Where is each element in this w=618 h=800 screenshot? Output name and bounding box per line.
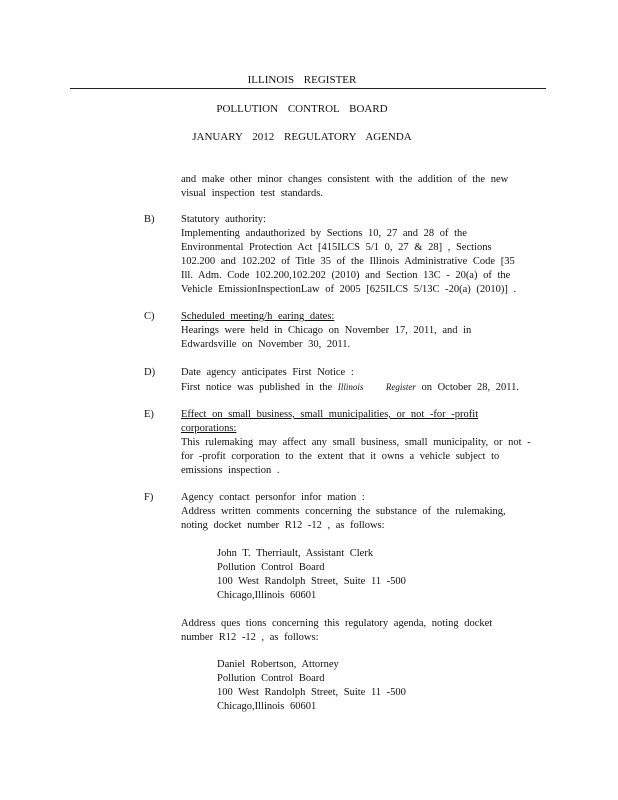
text-line: visual inspection test standards. <box>181 188 323 199</box>
header-rule <box>70 88 546 89</box>
section-d <box>181 366 551 395</box>
address-line: Pollution Control Board <box>217 673 325 684</box>
address-line: Chicago,Illinois 60601 <box>217 590 317 601</box>
text-line: emissions inspection . <box>181 465 280 476</box>
address-line: 100 West Randolph Street, Suite 11 -500 <box>217 576 406 587</box>
section-f <box>181 491 551 533</box>
address-line: Chicago,Illinois 60601 <box>217 701 317 712</box>
section-letter-c: C) <box>144 311 155 322</box>
text-fragment: First notice was published in the <box>181 382 338 393</box>
text-line: Environmental Protection Act [415ILCS 5/1 0, 27 & 28] , Sections <box>181 242 492 253</box>
text-line: Address written comments concerning the substance of the rulemaking, <box>181 506 506 517</box>
text-line: noting docket number R12 -12 , as follows: <box>181 520 385 531</box>
publication-name: Register <box>385 382 416 392</box>
section-heading: Scheduled meeting/h earing dates: <box>181 311 335 322</box>
text-line: Vehicle EmissionInspectionLaw of 2005 [625ILCS 5/13C -20(a) (2010)] . <box>181 284 517 295</box>
publication-name: Illinois <box>337 382 364 392</box>
address-line: John T. Therriault, Assistant Clerk <box>217 548 374 559</box>
text-line: Address ques tions concerning this regulatory agenda, noting docket <box>181 618 493 629</box>
text-line: and make other minor changes consistent with the addition of the new <box>181 174 509 185</box>
text-line: Ill. Adm. Code 102.200,102.202 (2010) and Section 13C - 20(a) of the <box>181 270 511 281</box>
board-title: POLLUTION CONTROL BOARD <box>216 103 388 115</box>
text-line: number R12 -12 , as follows: <box>181 632 319 643</box>
contact-address-2 <box>217 658 517 714</box>
section-heading: Date agency anticipates First Notice : <box>181 367 354 378</box>
text-line: 102.200 and 102.202 of Title 35 of the Illinois Administrative Code [35 <box>181 256 515 267</box>
section-heading: corporations: <box>181 423 237 434</box>
text-line: Hearings were held in Chicago on November 17, 2011, and in <box>181 325 472 336</box>
section-b <box>181 213 551 297</box>
section-heading: Statutory authority: <box>181 214 266 225</box>
section-letter-b: B) <box>144 214 155 225</box>
section-letter-f: F) <box>144 492 154 503</box>
section-letter-e: E) <box>144 409 154 420</box>
text-line: Implementing andauthorized by Sections 10, 27 and 28 of the <box>181 228 467 239</box>
contact-address-1 <box>217 547 517 603</box>
agenda-title: JANUARY 2012 REGULATORY AGENDA <box>192 131 412 143</box>
text-fragment: on October 28, 2011. <box>415 382 520 393</box>
section-heading: Effect on small business, small municipalities, or not -for -profit <box>181 409 479 420</box>
section-c <box>181 310 551 352</box>
address-line: Pollution Control Board <box>217 562 325 573</box>
section-e <box>181 408 551 478</box>
text-line: This rulemaking may affect any small business, small municipality, or not - <box>181 437 531 448</box>
section-f-questions <box>181 617 551 645</box>
section-letter-d: D) <box>144 367 156 378</box>
text-line <box>181 380 551 395</box>
address-line: 100 West Randolph Street, Suite 11 -500 <box>217 687 406 698</box>
intro-paragraph <box>181 173 551 201</box>
section-heading: Agency contact personfor infor mation : <box>181 492 365 503</box>
text-line: Edwardsville on November 30, 2011. <box>181 339 351 350</box>
text-line: for -profit corporation to the extent that it owns a vehicle subject to <box>181 451 500 462</box>
address-line: Daniel Robertson, Attorney <box>217 659 339 670</box>
register-title: ILLINOIS REGISTER <box>247 74 357 86</box>
